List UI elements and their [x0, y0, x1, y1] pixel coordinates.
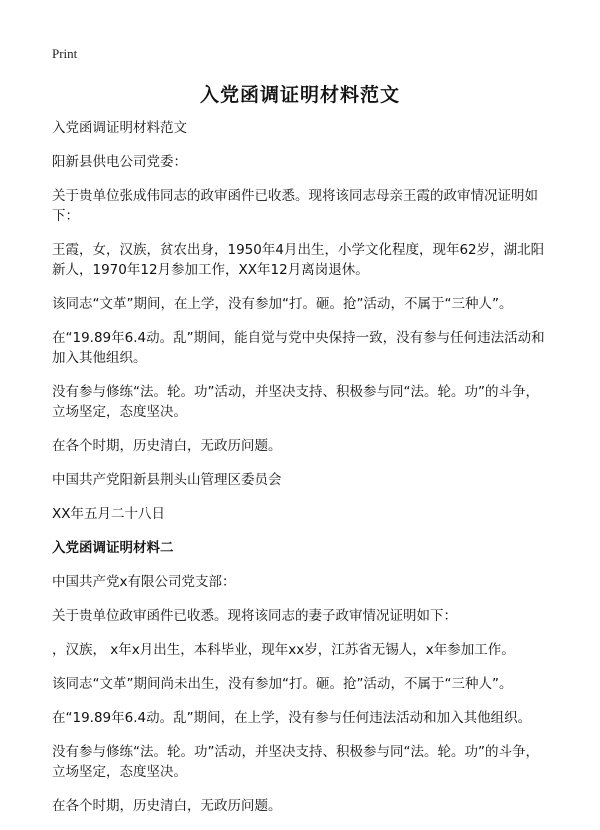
paragraph: 在“19.89年6.4动。乱”期间，能自觉与党中央保持一致，没有参与任何违法活动和加入其他组织。 — [52, 330, 545, 366]
signature-date: XX年五月二十八日 — [52, 506, 165, 522]
paragraph: 阳新县供电公司党委： — [52, 154, 187, 170]
print-label: Print — [52, 46, 78, 61]
paragraph: 该同志“文革”期间，在上学，没有参加“打。砸。抢”活动，不属于“三种人”。 — [52, 296, 513, 312]
paragraph: 关于贵单位张成伟同志的政审函件已收悉。现将该同志母亲王霞的政审情况证明如下： — [52, 188, 538, 224]
paragraph: 没有参与修练“法。轮。功”活动，并坚决支持、积极参与同“法。轮。功”的斗争，立场坚定，态度坚决。 — [52, 384, 539, 420]
paragraph: 中国共产党x有限公司党支部： — [52, 574, 236, 590]
paragraph: 关于贵单位政审函件已收悉。现将该同志的妻子政审情况证明如下： — [52, 608, 457, 624]
paragraph: 没有参与修练“法。轮。功”活动，并坚决支持、积极参与同“法。轮。功”的斗争，立场坚定，态度坚决。 — [52, 744, 539, 780]
paragraph: 在“19.89年6.4动。乱”期间，在上学，没有参与任何违法活动和加入其他组织。 — [52, 710, 532, 726]
paragraph: 该同志“文革”期间尚未出生，没有参加“打。砸。抢”活动，不属于“三种人”。 — [52, 676, 513, 692]
paragraph: ，汉族， x年x月出生，本科毕业，现年xx岁，江苏省无锡人，x年参加工作。 — [52, 642, 515, 658]
section-heading: 入党函调证明材料二 — [52, 540, 174, 556]
document-body — [52, 118, 552, 830]
paragraph: 在各个时期，历史清白，无政历问题。 — [52, 438, 282, 454]
paragraph: 王霞，女，汉族，贫农出身，1950年4月出生，小学文化程度，现年62岁，湖北阳新人，1970年12月参加工作，XX年12月离岗退休。 — [52, 242, 545, 278]
paragraph: 在各个时期，历史清白，无政历问题。 — [52, 798, 282, 814]
signature-org: 中国共产党阳新县荆头山管理区委员会 — [52, 472, 282, 488]
page-title: 入党函调证明材料范文 — [199, 84, 400, 106]
paragraph: 入党函调证明材料范文 — [52, 120, 187, 136]
